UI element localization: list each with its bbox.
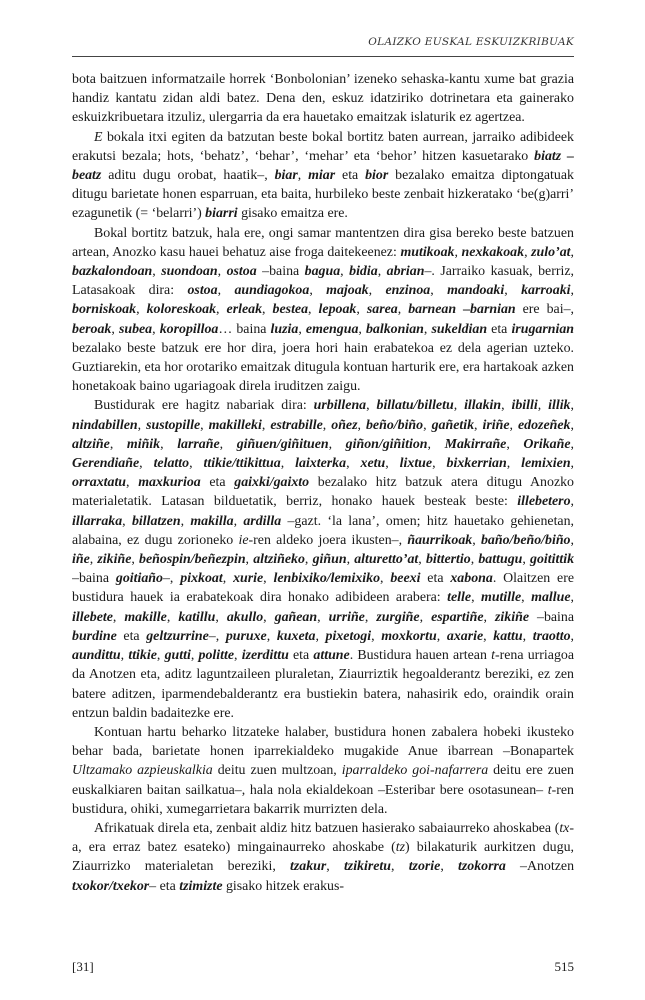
emphasized-term: giñun [312, 552, 347, 568]
text-run: eta [288, 648, 314, 664]
emphasized-term: illik [548, 398, 571, 414]
text-run: aditu dugu orobat, haatik–, [101, 168, 275, 184]
emphasized-term: nexkakoak [461, 244, 525, 260]
emphasized-term: lenbixiko/lemixiko [273, 571, 381, 587]
text-run: . Bustidura hauen artean [349, 648, 492, 664]
emphasized-term: pixkoat [180, 571, 223, 587]
emphasized-term: karroaki [521, 283, 571, 299]
text-run: , [470, 552, 479, 568]
text-run: , [261, 417, 271, 433]
text-run: Afrikatuak direla eta, zenbait aldiz hitz batzuen hasierako sabaiaurreko ahoskabea ( [94, 820, 560, 836]
footer-section-number: [31] [72, 959, 94, 974]
emphasized-term: goitiaño [115, 571, 163, 587]
emphasized-term: moxkortu [381, 628, 437, 644]
text-run: , [506, 456, 522, 472]
text-run: , [109, 436, 127, 452]
emphasized-term: bidia [349, 264, 378, 280]
text-run: –baina [256, 264, 305, 280]
emphasized-term: balkonian [365, 321, 424, 337]
text-run: , [522, 628, 533, 644]
text-run: , [266, 628, 277, 644]
emphasized-term: izerdittu [241, 648, 289, 664]
emphasized-term: barnean –barnian [408, 302, 516, 318]
text-run: , [262, 302, 273, 318]
emphasized-term: miar [308, 168, 336, 184]
page-number: 515 [554, 959, 574, 974]
page-body [72, 70, 574, 950]
emphasized-term: orraxtatu [72, 475, 127, 491]
emphasized-term: bior [365, 168, 389, 184]
emphasized-term: beroak [72, 321, 112, 337]
text-run: , [152, 321, 160, 337]
emphasized-term: ie [238, 532, 249, 548]
text-run: , [263, 609, 275, 625]
emphasized-term: telle [447, 590, 472, 606]
text-run: , [245, 552, 254, 568]
emphasized-term: subea [118, 321, 153, 337]
text-run: – eta [149, 878, 180, 894]
text-run: -rena urriagoa da Anotzen eta, aditz laguntzaileen pluraletan, Ziaurriztik hegoalderantz bereziki, ez zen batere aditzen, iparmendebalderantz era bustiekin batera, nahasirik edo, oraindik orain entzun baldin badaitezke ere. [72, 648, 574, 721]
emphasized-term: ostoa [226, 264, 257, 280]
emphasized-term: makilleki [208, 417, 262, 433]
emphasized-term: illebete [72, 609, 113, 625]
text-run: , [340, 264, 350, 280]
emphasized-term: illakin [464, 398, 502, 414]
text-run: , [570, 456, 574, 472]
text-run: , [222, 571, 234, 587]
emphasized-term: tzikiretu [343, 859, 392, 875]
text-run: , [521, 590, 532, 606]
emphasized-term: beñospin/beñezpin [139, 552, 246, 568]
text-run: , [263, 571, 274, 587]
text-run: , [418, 552, 426, 568]
emphasized-term: aundiagokoa [234, 283, 310, 299]
text-run: , [219, 436, 237, 452]
text-run: , [280, 456, 296, 472]
emphasized-term: puruxe [225, 628, 267, 644]
text-run: , [471, 590, 482, 606]
emphasized-term: urbillena [313, 398, 367, 414]
text-run: , [160, 436, 178, 452]
text-run: , [346, 552, 355, 568]
text-run: , [126, 475, 139, 491]
text-run: , [371, 628, 382, 644]
text-run: -a, era erraz batez esateko) mingainaurreko ahoskabe ( [72, 820, 574, 856]
text-run: , [509, 417, 518, 433]
emphasized-term: gañetik [431, 417, 475, 433]
header-rule [72, 56, 574, 57]
emphasized-term: lemixien [521, 456, 571, 472]
text-run: , [483, 628, 494, 644]
emphasized-term: ostoa [187, 283, 218, 299]
emphasized-term: billatzen [131, 513, 181, 529]
emphasized-term: urriñe [328, 609, 365, 625]
emphasized-term: tzimizte [179, 878, 223, 894]
emphasized-term: ttikie/ttikittua [203, 456, 281, 472]
emphasized-term: lepoak [318, 302, 357, 318]
text-run: , [397, 302, 409, 318]
text-run: , [472, 532, 481, 548]
text-run: , [111, 321, 119, 337]
emphasized-term: zikiñe [97, 552, 132, 568]
emphasized-term: illarraka [72, 513, 123, 529]
emphasized-term: battugu [478, 552, 523, 568]
emphasized-term: giñuen/giñituen [236, 436, 329, 452]
text-run: eta [487, 321, 512, 337]
text-run: , [366, 398, 377, 414]
text-run: , [136, 302, 147, 318]
emphasized-term: kuxeta [276, 628, 316, 644]
text-run: , [131, 552, 140, 568]
emphasized-term: suondoan [161, 264, 218, 280]
emphasized-term: aundittu [72, 648, 121, 664]
text-run: deitu zuen multzoan, [212, 763, 342, 779]
text-run: Bustidurak ere hagitz nabariak dira: [94, 398, 314, 414]
emphasized-term: nindabillen [72, 417, 138, 433]
text-run: eta [116, 628, 147, 644]
emphasized-term: sustopille [146, 417, 201, 433]
emphasized-term: bittertio [425, 552, 471, 568]
emphasized-term: larrañe [177, 436, 220, 452]
text-run: , [524, 244, 532, 260]
emphasized-term: estrabille [270, 417, 323, 433]
emphasized-term: geltzurrine [146, 628, 209, 644]
text-run: , [474, 417, 483, 433]
running-head: OLAIZKO EUSKAL ESKUIZKRIBUAK [368, 36, 574, 48]
text-run: , [309, 283, 327, 299]
text-run: , [423, 417, 432, 433]
emphasized-term: tz [395, 840, 406, 856]
emphasized-term: ibilli [511, 398, 538, 414]
text-run: Kontuan hartu beharko litzateke halaber, bustidura honen zabalera hobeki ikusteko behar bada, barietate honen iparrekialdeko mugakide Anue ibarrean –Bonapartek [72, 724, 574, 760]
emphasized-term: edozeñek [517, 417, 571, 433]
emphasized-term: erleak [226, 302, 263, 318]
text-run: , [200, 417, 209, 433]
text-run: , [419, 609, 432, 625]
emphasized-term: Gerendiañe [72, 456, 140, 472]
emphasized-term: alturetto’at [354, 552, 419, 568]
text-run: , [368, 283, 386, 299]
text-run: , [483, 609, 496, 625]
text-run: ere bai–, [515, 302, 574, 318]
emphasized-term: telatto [153, 456, 190, 472]
text-run: , [139, 456, 154, 472]
text-run: , [234, 648, 242, 664]
emphasized-term: irugarnian [511, 321, 574, 337]
text-run: deitu ere zuen euskalkiaren baitan sailkatua–, hala nola ekialdekoan –Esteribar bere osotasunean– [72, 763, 574, 798]
emphasized-term: altziñeko [253, 552, 305, 568]
emphasized-term: gañean [274, 609, 318, 625]
text-run: , [423, 321, 432, 337]
paragraph [72, 819, 574, 896]
emphasized-term: majoak [326, 283, 369, 299]
emphasized-term: makille [124, 609, 167, 625]
emphasized-term: biar [274, 168, 298, 184]
emphasized-term: axarie [446, 628, 484, 644]
emphasized-term: laixterka [295, 456, 347, 472]
emphasized-term: txokor/txekor [72, 878, 150, 894]
text-run: –, [208, 628, 226, 644]
emphasized-term: attune [313, 648, 350, 664]
text-run: –baina [529, 609, 574, 625]
emphasized-term: sarea [366, 302, 398, 318]
text-run: , [328, 436, 346, 452]
text-run: , [570, 532, 574, 548]
text-run: –. Jarraiko kasuak, berriz, Latasakoak dira: [72, 264, 574, 299]
emphasized-term: xetu [360, 456, 386, 472]
text-run: , [189, 456, 204, 472]
emphasized-term: traotto [532, 628, 571, 644]
emphasized-term: pixetogi [325, 628, 372, 644]
text-run: , [501, 398, 512, 414]
text-run: –baina [72, 571, 116, 587]
text-run: , [377, 264, 387, 280]
paragraph [72, 128, 574, 224]
text-run: , [570, 283, 574, 299]
text-run: eta [200, 475, 235, 491]
emphasized-term: zulo’at [531, 244, 571, 260]
text-run: , [166, 609, 179, 625]
text-run: bezalako hitz batzuk atera ditugu Anozko materialetatik. Latasan bilduetatik, berriz, honako hauek besteak beste: [72, 475, 574, 510]
text-run: , [89, 552, 98, 568]
emphasized-term: tx [559, 820, 570, 836]
emphasized-term: beexi [390, 571, 421, 587]
emphasized-term: bagua [304, 264, 341, 280]
emphasized-term: maxkurioa [138, 475, 201, 491]
text-run: , [427, 436, 445, 452]
emphasized-term: enzinoa [385, 283, 431, 299]
emphasized-term: burdine [72, 628, 117, 644]
text-run: bokala itxi egiten da batzutan beste bokal bortitz baten aurrean, jarraiko adibideek erakutsi bezala; hots, ‘behatz’, ‘behar’, ‘mehar’ eta ‘behor’ hitzen kasuetarako [72, 129, 574, 164]
text-run: , [570, 244, 574, 260]
emphasized-term: koloreskoak [146, 302, 217, 318]
emphasized-term: luzia [270, 321, 299, 337]
emphasized-term: giñon/giñition [345, 436, 428, 452]
text-run: –gazt. ‘la lana’, omen; hitz hauetako gehienetan, alabaina, ez dugu zorioneko [72, 513, 574, 548]
text-run: , [156, 648, 165, 664]
text-run: , [537, 398, 549, 414]
emphasized-term: Ultzamako azpieuskalkia [72, 763, 213, 779]
emphasized-term: kattu [493, 628, 523, 644]
emphasized-term: zikiñe [495, 609, 529, 625]
text-run: , [570, 494, 574, 510]
text-run: , [326, 859, 344, 875]
text-run: . Olaitzen ere bustidura hauek ia erabatekoak dira honako adibideen arabera: [72, 571, 574, 606]
emphasized-term: Orikañe [523, 436, 571, 452]
emphasized-term: koropilloa [159, 321, 219, 337]
emphasized-term: tzokorra [457, 859, 506, 875]
emphasized-term: mutikoak [400, 244, 455, 260]
text-run: , [298, 321, 306, 337]
text-run: gisako emaitza ere. [237, 206, 348, 222]
text-run: , [322, 417, 332, 433]
paragraph [72, 396, 574, 722]
emphasized-term: espartiñe [431, 609, 484, 625]
text-run: , [391, 859, 409, 875]
emphasized-term: illebetero [517, 494, 571, 510]
text-run: , [215, 609, 227, 625]
text-run: , [453, 398, 465, 414]
emphasized-term: politte [198, 648, 235, 664]
emphasized-term: zurgiñe [376, 609, 420, 625]
text-run: , [454, 244, 462, 260]
text-run: , [522, 552, 531, 568]
emphasized-term: mutille [481, 590, 522, 606]
text-run: , [506, 436, 524, 452]
text-run: Bokal bortitz batzuk, hala ere, ongi samar mantentzen dira gisa bereko beste batzuen artean, Anozko kasu hauei behatuz aise froga daitekeenez: [72, 225, 574, 260]
emphasized-term: Makirrañe [444, 436, 507, 452]
text-run: , [217, 264, 227, 280]
emphasized-term: makilla [190, 513, 234, 529]
text-run: bezalako beste batzuk ere hor dira, joera hori hain erabatekoa ez dela agerian uzteko. Guztiarekin, eta hor orotariko emaitzak ditugula kontuan harturik ere, era hartakoak azken honetakoak baino ugariagoak direla iruditzen zaigu. [72, 340, 574, 395]
emphasized-term: mandoaki [447, 283, 505, 299]
text-run: , [436, 628, 447, 644]
emphasized-term: ttikie [128, 648, 157, 664]
text-run: , [190, 648, 199, 664]
emphasized-term: baño/beño/biño [480, 532, 571, 548]
text-run: , [430, 283, 448, 299]
text-run: , [440, 859, 458, 875]
text-run: -ren bustidura, ohiki, xumegarrietara bakarrik murrizten dela. [72, 782, 574, 817]
emphasized-term: ñaurrikoak [407, 532, 473, 548]
text-run: , [233, 513, 244, 529]
emphasized-term: goitittik [530, 552, 574, 568]
text-run: , [317, 609, 329, 625]
text-run: –Anotzen [505, 859, 574, 875]
emphasized-term: abrian [386, 264, 425, 280]
text-run: bota baitzuen informatzaile horrek ‘Bonbolonian’ izeneko sehaska-kantu xume bat grazia handiz kantatu zidan aldi batez. Dena den, eskuz idatziriko dotrinetara eta gainerako eskuizkribuetara itzuliz, ulergarria da era hauetako emaitzak islaturik ez agertzea. [72, 72, 574, 126]
text-run: eta [420, 571, 451, 587]
text-run: eta [335, 168, 366, 184]
text-run: , [357, 417, 366, 433]
text-run: , [137, 417, 147, 433]
emphasized-term: altziñe [72, 436, 110, 452]
emphasized-term: bixkerrian [446, 456, 507, 472]
emphasized-term: t [547, 782, 552, 798]
text-run: , [315, 628, 326, 644]
emphasized-term: t [491, 648, 495, 664]
text-run: -ren aldeko joera ikusten–, [248, 532, 408, 548]
emphasized-term: mallue [531, 590, 571, 606]
emphasized-term: biatz –beatz [72, 148, 574, 184]
emphasized-term: E [94, 129, 103, 145]
emphasized-term: gutti [164, 648, 191, 664]
text-run: , [432, 456, 447, 472]
emphasized-term: akullo [226, 609, 264, 625]
emphasized-term: emengua [305, 321, 359, 337]
emphasized-term: borniskoak [72, 302, 137, 318]
emphasized-term: ardilla [243, 513, 282, 529]
text-run: gisako hitzek erakus- [222, 878, 344, 894]
text-run: , [308, 302, 319, 318]
emphasized-term: iñe [72, 552, 90, 568]
text-run: , [570, 436, 574, 452]
text-run: , [385, 456, 400, 472]
paragraph [72, 723, 574, 819]
emphasized-term: gaixki/gaixto [234, 475, 310, 491]
text-run: , [570, 398, 574, 414]
text-run: , [152, 264, 162, 280]
text-run: , [216, 302, 227, 318]
emphasized-term: xabona [450, 571, 493, 587]
text-run: , [112, 609, 125, 625]
emphasized-term: bazkalondoan [72, 264, 153, 280]
emphasized-term: lixtue [399, 456, 433, 472]
text-run: , [120, 648, 129, 664]
text-run: , [570, 628, 574, 644]
text-run: –, [162, 571, 181, 587]
emphasized-term: miñik [126, 436, 161, 452]
emphasized-term: iriñe [482, 417, 510, 433]
emphasized-term: beño/biño [365, 417, 424, 433]
text-run: bezalako emaitza diptongatuak ditugu barietate honen esparruan, eta baita, hurbileko beste zenbait hizkeratako ‘be(g)arri’ ezagunetik (= ‘belarri’) [72, 168, 574, 222]
emphasized-term: sukeldian [431, 321, 488, 337]
emphasized-term: xurie [233, 571, 264, 587]
emphasized-term: biarri [205, 206, 238, 222]
paragraph [72, 70, 574, 128]
emphasized-term: oñez [331, 417, 358, 433]
emphasized-term: tzorie [408, 859, 441, 875]
emphasized-term: billatu/billetu [376, 398, 454, 414]
emphasized-term: katillu [178, 609, 216, 625]
paragraph [72, 224, 574, 397]
text-run: , [122, 513, 132, 529]
text-run: , [356, 302, 367, 318]
text-run: , [217, 283, 235, 299]
text-run: , [364, 609, 377, 625]
text-run: … baina [218, 321, 271, 337]
text-run: , [504, 283, 522, 299]
emphasized-term: tzakur [289, 859, 327, 875]
text-run: ) bilakaturik aurkitzen dugu, Ziaurrizko materialetan bereziki, [72, 840, 574, 875]
text-run: , [297, 168, 309, 184]
text-run: , [304, 552, 313, 568]
text-run: , [180, 513, 191, 529]
emphasized-term: bestea [272, 302, 309, 318]
emphasized-term: iparraldeko goi-nafarrera [341, 763, 489, 779]
text-run: , [358, 321, 366, 337]
text-run: , [380, 571, 391, 587]
text-run: , [570, 590, 574, 606]
text-run: , [570, 417, 574, 433]
text-run: , [346, 456, 361, 472]
